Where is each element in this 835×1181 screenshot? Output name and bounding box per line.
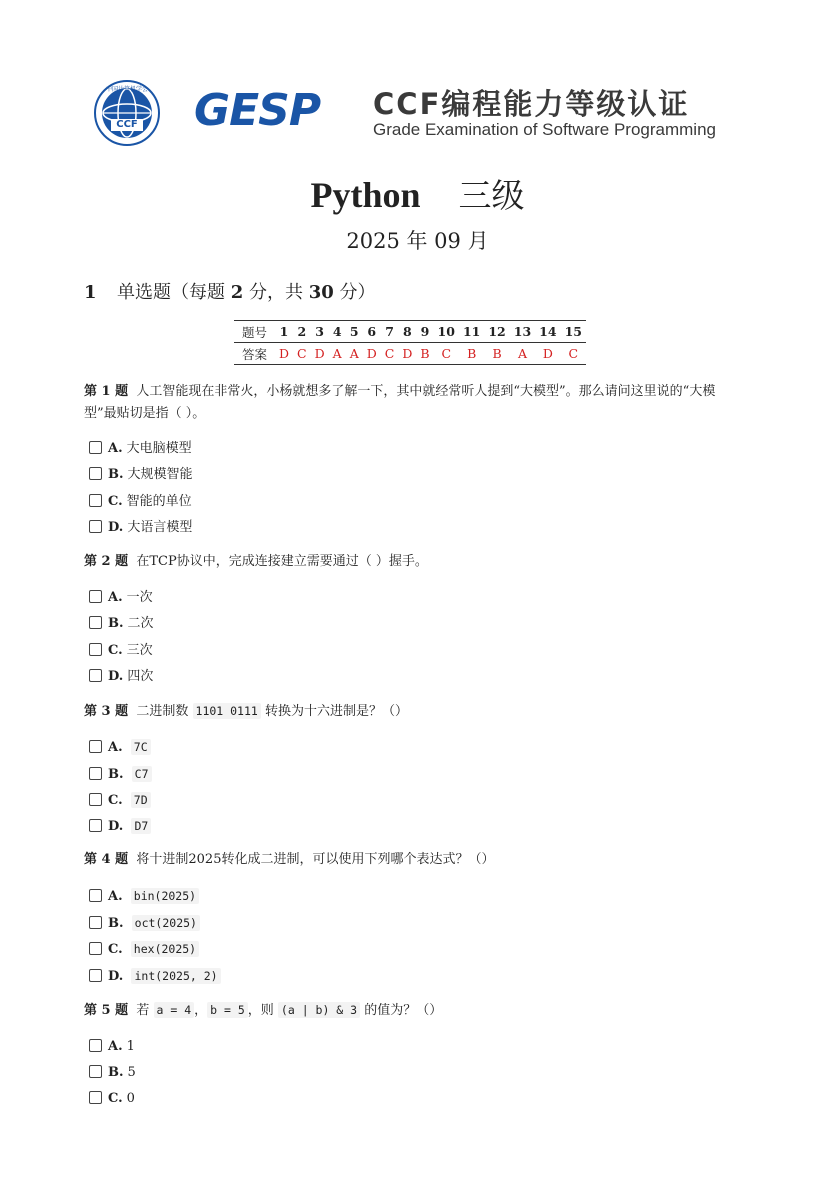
option-text: 大电脑模型 bbox=[126, 441, 192, 456]
option-text: 大规模智能 bbox=[127, 467, 193, 482]
checkbox-icon[interactable] bbox=[89, 740, 102, 753]
checkbox-icon[interactable] bbox=[89, 441, 102, 454]
option-1a[interactable] bbox=[89, 440, 192, 458]
answer-table-number-row bbox=[234, 321, 586, 343]
option-4d[interactable] bbox=[89, 967, 221, 985]
checkbox-icon[interactable] bbox=[89, 1039, 102, 1052]
answer-table-question-number: 1 bbox=[275, 321, 293, 343]
section-total: 30 bbox=[308, 282, 334, 303]
option-text: 5 bbox=[127, 1065, 136, 1080]
checkbox-icon[interactable] bbox=[89, 793, 102, 806]
answer-table-question-number: 7 bbox=[381, 321, 399, 343]
option-letter: D. bbox=[108, 520, 124, 535]
option-code: 7D bbox=[131, 792, 151, 808]
option-4c[interactable] bbox=[89, 940, 199, 958]
option-letter: B. bbox=[108, 467, 124, 482]
option-code: hex(2025) bbox=[131, 941, 199, 957]
question-text-b: ， bbox=[194, 1003, 208, 1018]
answer-table-answer: B bbox=[459, 343, 484, 365]
option-text: 智能的单位 bbox=[126, 494, 192, 509]
exam-header bbox=[94, 80, 754, 146]
question-number: 第 3 题 bbox=[84, 704, 129, 719]
answer-table-question-number: 3 bbox=[311, 321, 329, 343]
checkbox-icon[interactable] bbox=[89, 494, 102, 507]
answer-table-answer: D bbox=[363, 343, 381, 365]
question-code-c: (a | b) & 3 bbox=[278, 1002, 360, 1018]
option-1d[interactable] bbox=[89, 519, 192, 537]
answer-table-answer-row bbox=[234, 343, 586, 365]
option-text: 一次 bbox=[126, 590, 153, 605]
checkbox-icon[interactable] bbox=[89, 767, 102, 780]
answer-table-question-number: 13 bbox=[510, 321, 535, 343]
option-2d[interactable] bbox=[89, 668, 153, 686]
checkbox-icon[interactable] bbox=[89, 616, 102, 629]
seal-text-top: 中国计算机学会 bbox=[105, 86, 148, 93]
option-code: D7 bbox=[131, 818, 151, 834]
option-3a[interactable] bbox=[89, 738, 151, 756]
section-label-mid: 分，共 bbox=[243, 282, 309, 303]
answer-table-answer: C bbox=[434, 343, 459, 365]
checkbox-icon[interactable] bbox=[89, 1091, 102, 1104]
checkbox-icon[interactable] bbox=[89, 467, 102, 480]
answer-table-answer: C bbox=[381, 343, 399, 365]
option-letter: C. bbox=[108, 643, 123, 658]
answer-table-question-number: 10 bbox=[434, 321, 459, 343]
option-letter: B. bbox=[108, 1065, 124, 1080]
checkbox-icon[interactable] bbox=[89, 643, 102, 656]
answer-table-question-number: 15 bbox=[561, 321, 586, 343]
option-2b[interactable] bbox=[89, 615, 154, 633]
answer-table-question-number: 4 bbox=[329, 321, 346, 343]
option-2a[interactable] bbox=[89, 589, 153, 607]
answer-table-answer: D bbox=[311, 343, 329, 365]
option-code: oct(2025) bbox=[132, 915, 200, 931]
exam-date: 2025 年 09 月 bbox=[346, 229, 489, 253]
option-3d[interactable] bbox=[89, 817, 151, 835]
exam-language: Python bbox=[310, 175, 421, 215]
section-heading bbox=[84, 278, 376, 304]
certification-title: CCF编程能力等级认证 bbox=[373, 87, 690, 121]
answer-table-question-number: 2 bbox=[293, 321, 311, 343]
question-text: 将十进制2025转化成二进制，可以使用下列哪个表达式？（） bbox=[136, 852, 495, 867]
option-3c[interactable] bbox=[89, 791, 151, 809]
option-letter: A. bbox=[108, 1039, 123, 1054]
option-2c[interactable] bbox=[89, 642, 153, 660]
checkbox-icon[interactable] bbox=[89, 889, 102, 902]
question-4 bbox=[84, 849, 744, 871]
option-letter: B. bbox=[108, 767, 124, 782]
answer-table-label-answer: 答案 bbox=[234, 343, 275, 365]
answer-table-answer: A bbox=[346, 343, 363, 365]
answer-table-answer: B bbox=[484, 343, 509, 365]
answer-table-answer: A bbox=[329, 343, 346, 365]
option-5b[interactable] bbox=[89, 1064, 136, 1082]
option-letter: D. bbox=[108, 969, 124, 984]
question-number: 第 2 题 bbox=[84, 554, 129, 569]
question-code-a: a = 4 bbox=[154, 1002, 195, 1018]
answer-table-question-number: 9 bbox=[416, 321, 433, 343]
option-letter: A. bbox=[108, 889, 123, 904]
option-4a[interactable] bbox=[89, 887, 199, 905]
answer-table-question-number: 11 bbox=[459, 321, 484, 343]
question-1 bbox=[84, 381, 744, 425]
answer-table-question-number: 12 bbox=[484, 321, 509, 343]
option-code: bin(2025) bbox=[131, 888, 199, 904]
checkbox-icon[interactable] bbox=[89, 942, 102, 955]
option-letter: C. bbox=[108, 494, 123, 509]
answer-table-answer: C bbox=[561, 343, 586, 365]
question-3 bbox=[84, 700, 744, 723]
answer-table-answer: D bbox=[398, 343, 416, 365]
checkbox-icon[interactable] bbox=[89, 819, 102, 832]
gesp-logo: GESP bbox=[194, 85, 321, 136]
section-points: 2 bbox=[230, 282, 244, 303]
question-text-a: 若 bbox=[136, 1003, 154, 1018]
exam-title bbox=[0, 170, 835, 217]
answer-table-answer: D bbox=[275, 343, 293, 365]
checkbox-icon[interactable] bbox=[89, 590, 102, 603]
checkbox-icon[interactable] bbox=[89, 969, 102, 982]
question-code-b: b = 5 bbox=[207, 1002, 248, 1018]
checkbox-icon[interactable] bbox=[89, 520, 102, 533]
certification-subtitle: Grade Examination of Software Programming bbox=[373, 120, 716, 139]
answer-table-answer: C bbox=[293, 343, 311, 365]
question-code: 1101 0111 bbox=[193, 703, 261, 719]
option-code: C7 bbox=[132, 766, 152, 782]
question-number: 第 4 题 bbox=[84, 852, 129, 867]
question-number: 第 5 题 bbox=[84, 1003, 129, 1018]
question-text-pre: 二进制数 bbox=[136, 704, 193, 719]
option-letter: D. bbox=[108, 819, 124, 834]
option-1c[interactable] bbox=[89, 493, 192, 511]
option-text: 四次 bbox=[127, 669, 154, 684]
question-number: 第 1 题 bbox=[84, 384, 129, 399]
option-text: 0 bbox=[126, 1091, 135, 1106]
option-3b[interactable] bbox=[89, 765, 152, 783]
option-letter: A. bbox=[108, 441, 123, 456]
option-letter: A. bbox=[108, 590, 123, 605]
answer-table-answer: A bbox=[510, 343, 535, 365]
option-letter: D. bbox=[108, 669, 124, 684]
option-5c[interactable] bbox=[89, 1090, 135, 1108]
option-letter: B. bbox=[108, 916, 124, 931]
checkbox-icon[interactable] bbox=[89, 1065, 102, 1078]
option-text: 三次 bbox=[126, 643, 153, 658]
question-5 bbox=[84, 999, 744, 1022]
answer-table-question-number: 8 bbox=[398, 321, 416, 343]
option-code: int(2025, 2) bbox=[131, 968, 220, 984]
option-1b[interactable] bbox=[89, 466, 193, 484]
answer-table-answer: B bbox=[416, 343, 433, 365]
answer-table-answer: D bbox=[535, 343, 560, 365]
option-letter: A. bbox=[108, 740, 123, 755]
question-text-c: ，则 bbox=[247, 1003, 278, 1018]
section-label-pre: 单选题（每题 bbox=[117, 282, 231, 303]
option-4b[interactable] bbox=[89, 914, 200, 932]
exam-level: 三级 bbox=[458, 176, 525, 215]
question-text-d: 的值为？（） bbox=[360, 1003, 443, 1018]
section-number: 1 bbox=[84, 282, 97, 303]
option-letter: B. bbox=[108, 616, 124, 631]
question-text-post: 转换为十六进制是？（） bbox=[260, 704, 408, 719]
question-text: 人工智能现在非常火，小杨就想多了解一下，其中就经常听人提到“大模型”。那么请问这里说的“大模型”最贴切是指（ ）。 bbox=[84, 384, 716, 421]
option-letter: C. bbox=[108, 942, 123, 957]
answer-table-question-number: 14 bbox=[535, 321, 560, 343]
answer-table-label-question: 题号 bbox=[234, 321, 275, 343]
question-text: 在TCP协议中，完成连接建立需要通过（ ）握手。 bbox=[136, 554, 428, 569]
question-2 bbox=[84, 551, 744, 573]
option-code: 7C bbox=[131, 739, 151, 755]
checkbox-icon[interactable] bbox=[89, 916, 102, 929]
answer-table-question-number: 5 bbox=[346, 321, 363, 343]
option-5a[interactable] bbox=[89, 1038, 135, 1056]
seal-text-bottom: CCF bbox=[116, 119, 138, 130]
option-text: 1 bbox=[126, 1039, 135, 1054]
section-label-post: 分） bbox=[333, 282, 376, 303]
answer-key-table bbox=[234, 320, 586, 365]
checkbox-icon[interactable] bbox=[89, 669, 102, 682]
option-letter: C. bbox=[108, 1091, 123, 1106]
option-text: 二次 bbox=[127, 616, 154, 631]
option-letter: C. bbox=[108, 793, 123, 808]
answer-table-question-number: 6 bbox=[363, 321, 381, 343]
option-text: 大语言模型 bbox=[127, 520, 193, 535]
